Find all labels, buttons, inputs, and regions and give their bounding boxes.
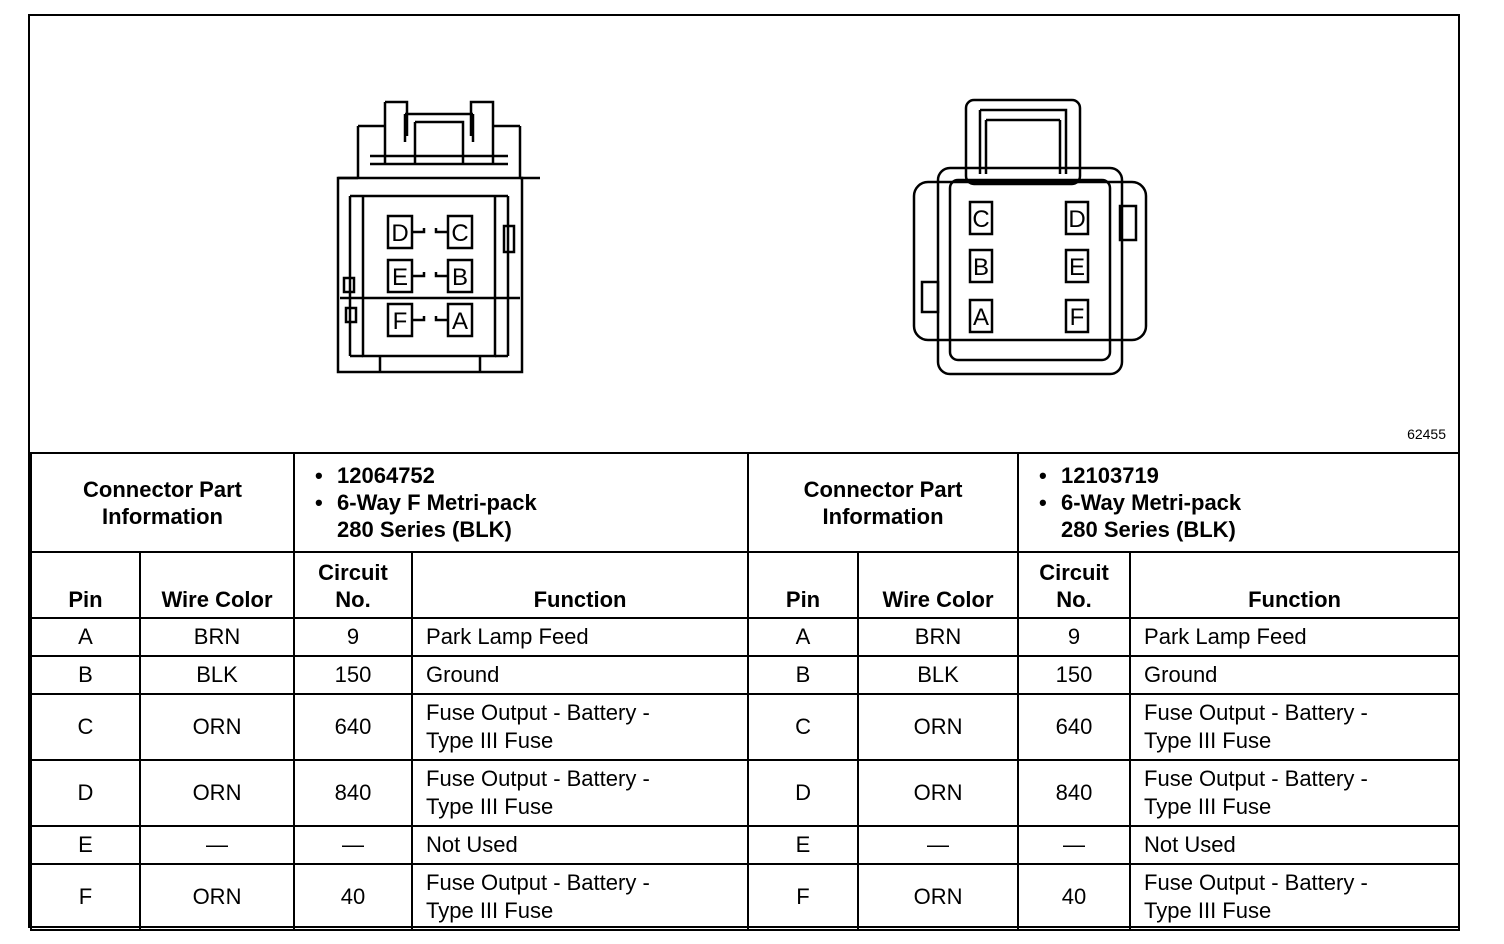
function-line: Type III Fuse <box>1144 728 1272 753</box>
pin-cell: C <box>31 694 140 760</box>
function-line: Fuse Output - Battery - <box>1144 700 1368 725</box>
part-number: • 12103719 <box>1061 462 1458 489</box>
pin-cell: A <box>748 618 858 656</box>
col-header-function: Function <box>1130 552 1459 618</box>
circuit-cell: 40 <box>1018 864 1130 930</box>
left-connector <box>338 102 540 372</box>
circuit-cell: 840 <box>1018 760 1130 826</box>
col-header-pin: Pin <box>31 552 140 618</box>
circuit-cell: 150 <box>1018 656 1130 694</box>
pin-cell: B <box>31 656 140 694</box>
pin-cell: E <box>31 826 140 864</box>
table-row <box>31 618 1459 656</box>
function-cell <box>1130 760 1459 826</box>
col-header-circuit-line: No. <box>335 587 371 612</box>
col-header-wire-color: Wire Color <box>140 552 294 618</box>
pin-cell: D <box>31 760 140 826</box>
right-connector <box>914 100 1146 374</box>
left-pin-label: D <box>391 220 409 247</box>
wire-color-cell: BRN <box>858 618 1018 656</box>
table-row <box>31 760 1459 826</box>
function-line: Not Used <box>1144 832 1236 857</box>
circuit-cell: 40 <box>294 864 412 930</box>
right-pin-label: C <box>972 206 990 233</box>
function-line: Park Lamp Feed <box>426 624 589 649</box>
col-header-circuit-line: Circuit <box>318 560 388 585</box>
function-line: Type III Fuse <box>1144 794 1272 819</box>
info-label-line: Information <box>102 503 223 529</box>
wire-color-cell: ORN <box>140 864 294 930</box>
table-row <box>31 826 1459 864</box>
pin-cell: D <box>748 760 858 826</box>
wire-color-cell: BRN <box>140 618 294 656</box>
right-pin-label: E <box>1068 254 1086 281</box>
connector-info-table <box>30 452 1460 931</box>
pin-cell: E <box>748 826 858 864</box>
pin-cell: A <box>31 618 140 656</box>
right-pin-label: B <box>972 254 990 281</box>
col-header-circuit-line: Circuit <box>1039 560 1109 585</box>
circuit-cell: — <box>294 826 412 864</box>
col-header-pin: Pin <box>748 552 858 618</box>
info-label-line: Connector Part <box>803 476 963 502</box>
right-pin-label: D <box>1068 206 1086 233</box>
function-cell <box>1130 864 1459 930</box>
left-pin-label: C <box>451 220 469 247</box>
left-pin-label: F <box>392 308 408 335</box>
function-cell <box>1130 826 1459 864</box>
wire-color-cell: ORN <box>858 864 1018 930</box>
info-label-line: Connector Part <box>83 476 242 502</box>
function-cell <box>1130 656 1459 694</box>
pin-cell: F <box>31 864 140 930</box>
right-pin-label: F <box>1069 304 1085 331</box>
function-cell <box>1130 618 1459 656</box>
left-pin-label: E <box>391 264 409 291</box>
col-header-circuit <box>1018 552 1130 618</box>
connector-drawings <box>30 16 1458 452</box>
function-cell <box>412 760 748 826</box>
pin-cell: C <box>748 694 858 760</box>
circuit-cell: 840 <box>294 760 412 826</box>
function-line: Fuse Output - Battery - <box>426 766 650 791</box>
function-cell <box>412 864 748 930</box>
circuit-cell: 150 <box>294 656 412 694</box>
col-header-wire-color: Wire Color <box>858 552 1018 618</box>
circuit-cell: 9 <box>294 618 412 656</box>
circuit-cell: 640 <box>294 694 412 760</box>
function-line: Type III Fuse <box>426 794 554 819</box>
wire-color-cell: ORN <box>140 760 294 826</box>
column-header-row <box>31 552 1459 618</box>
connector-part-details <box>294 453 748 552</box>
diagram-frame <box>28 14 1460 928</box>
connector-figure <box>30 16 1458 452</box>
part-description-cont: 280 Series (BLK) <box>337 517 512 542</box>
function-line: Park Lamp Feed <box>1144 624 1307 649</box>
part-info-row <box>31 453 1459 552</box>
left-pin-label: B <box>451 264 469 291</box>
circuit-cell: — <box>1018 826 1130 864</box>
wire-color-cell: BLK <box>858 656 1018 694</box>
wire-color-cell: — <box>858 826 1018 864</box>
function-cell <box>412 694 748 760</box>
figure-id: 62455 <box>1407 426 1446 442</box>
col-header-circuit <box>294 552 412 618</box>
pin-cell: B <box>748 656 858 694</box>
function-line: Type III Fuse <box>1144 898 1272 923</box>
wire-color-cell: — <box>140 826 294 864</box>
function-cell <box>412 656 748 694</box>
function-line: Type III Fuse <box>426 898 554 923</box>
connector-part-details <box>1018 453 1459 552</box>
part-number: • 12064752 <box>337 462 747 489</box>
info-label-line: Information <box>822 503 944 529</box>
part-description-cont: 280 Series (BLK) <box>1061 517 1236 542</box>
table-row <box>31 694 1459 760</box>
wire-color-cell: BLK <box>140 656 294 694</box>
connector-part-info-label <box>31 453 294 552</box>
wire-color-cell: ORN <box>858 760 1018 826</box>
function-cell <box>412 618 748 656</box>
right-pin-label: A <box>972 304 990 331</box>
pin-cell: F <box>748 864 858 930</box>
pin-rows <box>31 618 1459 930</box>
col-header-function: Function <box>412 552 748 618</box>
left-pin-label: A <box>451 308 469 335</box>
col-header-circuit-line: No. <box>1056 587 1092 612</box>
circuit-cell: 9 <box>1018 618 1130 656</box>
function-cell <box>1130 694 1459 760</box>
table-row <box>31 864 1459 930</box>
part-description: • 6-Way Metri-pack <box>1061 489 1458 516</box>
function-cell <box>412 826 748 864</box>
part-description: • 6-Way F Metri-pack <box>337 489 747 516</box>
function-line: Ground <box>426 662 500 687</box>
function-line: Fuse Output - Battery - <box>1144 870 1368 895</box>
wire-color-cell: ORN <box>858 694 1018 760</box>
function-line: Fuse Output - Battery - <box>1144 766 1368 791</box>
function-line: Fuse Output - Battery - <box>426 870 650 895</box>
function-line: Fuse Output - Battery - <box>426 700 650 725</box>
wire-color-cell: ORN <box>140 694 294 760</box>
table-row <box>31 656 1459 694</box>
circuit-cell: 640 <box>1018 694 1130 760</box>
function-line: Type III Fuse <box>426 728 554 753</box>
function-line: Not Used <box>426 832 518 857</box>
connector-part-info-label <box>748 453 1018 552</box>
function-line: Ground <box>1144 662 1218 687</box>
